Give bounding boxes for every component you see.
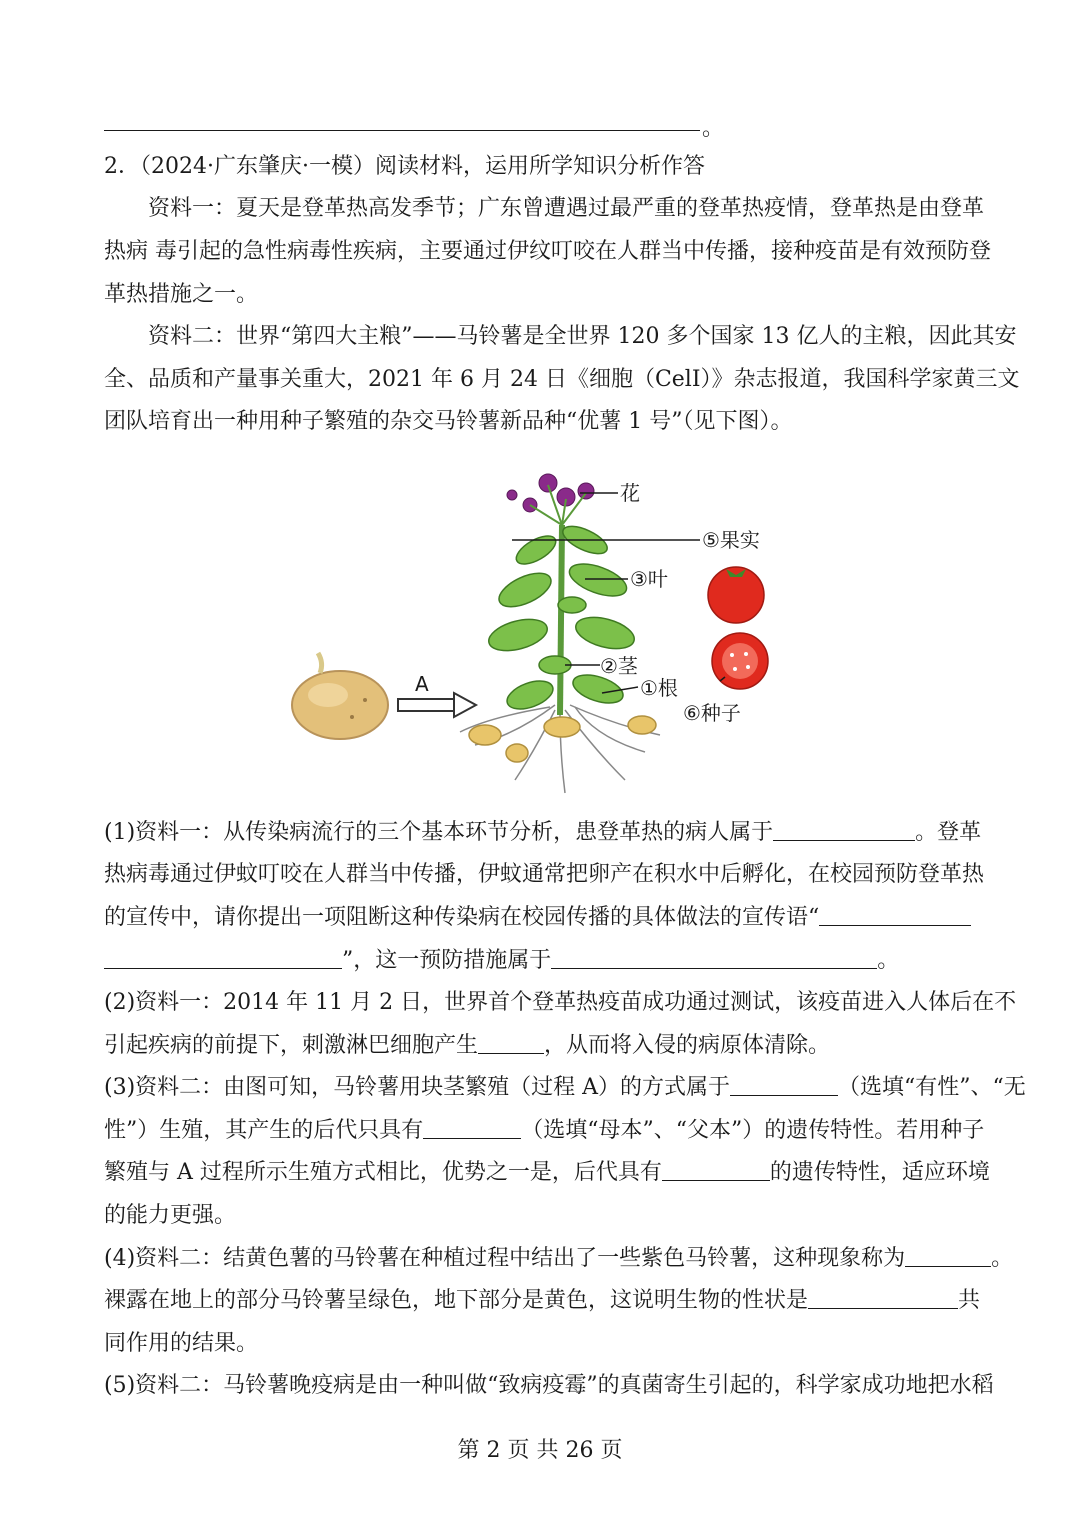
plant-stem xyxy=(560,525,562,715)
potato-plant-diagram xyxy=(280,455,800,805)
q3-line4: 的能力更强。 xyxy=(104,1203,237,1228)
material2-line2: 全、品质和产量事关重大，2021 年 6 月 24 日《细胞（CelI）》杂志报道，我国科学家黄三文 xyxy=(104,367,1020,392)
label-stem: ②茎 xyxy=(600,654,638,678)
q4-line1: (4)资料二：结黄色薯的马铃薯在种植过程中结出了一些紫色马铃薯，这种现象称为 。 xyxy=(104,1246,1014,1271)
answer-blank-previous[interactable] xyxy=(104,110,700,131)
arrow-label-a: A xyxy=(415,672,429,696)
q3-line1: (3)资料二：由图可知，马铃薯用块茎繁殖（过程 A）的方式属于 （选填“有性”、“无 xyxy=(104,1075,1026,1100)
answer-blank-q3a[interactable] xyxy=(730,1073,838,1096)
q2-line2: 引起疾病的前提下，刺激淋巴细胞产生 ，从而将入侵的病原体清除。 xyxy=(104,1033,831,1058)
label-leaf: ③叶 xyxy=(630,567,668,591)
material1-line1: 资料一：夏天是登革热高发季节；广东曾遭遇过最严重的登革热疫情，登革热是由登革 xyxy=(148,196,985,221)
answer-blank-q4a[interactable] xyxy=(905,1244,991,1267)
punctuation: 。 xyxy=(702,116,725,141)
q2-line1: (2)资料一：2014 年 11 月 2 日，世界首个登革热疫苗成功通过测试，该疫苗进入人体后在不 xyxy=(104,990,1017,1015)
q1-line4: ”，这一预防措施属于 。 xyxy=(104,946,984,976)
page-footer: 第 2 页 共 26 页 xyxy=(457,1438,623,1463)
answer-blank-q1a[interactable] xyxy=(773,818,915,841)
label-flower: 花 xyxy=(620,481,640,505)
material2-line1: 资料二：世界“第四大主粮”——马铃薯是全世界 120 多个国家 13 亿人的主粮，因此其安 xyxy=(148,324,1017,349)
label-fruit: ⑤果实 xyxy=(702,528,760,552)
q3-line2: 性”）生殖，其产生的后代只具有 （选填“母本”、“父本”）的遗传特性。若用种子 xyxy=(104,1118,985,1143)
question-title: 2．（2024·广东肇庆·一模）阅读材料，运用所学知识分析作答 xyxy=(104,154,705,179)
material2-line3: 团队培育出一种用种子繁殖的杂交马铃薯新品种“优薯 1 号”（见下图）。 xyxy=(104,409,793,434)
answer-blank-q1c[interactable] xyxy=(551,946,877,969)
q1-line3: 的宣传中，请你提出一项阻断这种传染病在校园传播的具体做法的宣传语“ xyxy=(104,903,984,933)
q1-line2: 热病毒通过伊蚊叮咬在人群当中传播，伊蚊通常把卵产在积水中后孵化，在校园预防登革热 xyxy=(104,862,985,887)
q5-line1: (5)资料二：马铃薯晚疫病是由一种叫做“致病疫霉”的真菌寄生引起的，科学家成功地把水稻 xyxy=(104,1373,994,1398)
q4-line3: 同作用的结果。 xyxy=(104,1331,259,1356)
label-root: ①根 xyxy=(640,676,678,700)
material1-line2: 热病 毒引起的急性病毒性疾病，主要通过伊纹叮咬在人群当中传播，接种疫苗是有效预防登 xyxy=(104,239,991,264)
process-arrow-a xyxy=(398,672,476,717)
potato-tuber-image xyxy=(292,653,388,739)
material1-line3: 革热措施之一。 xyxy=(104,282,259,307)
fruit-illustration xyxy=(708,567,764,623)
label-seed: ⑥种子 xyxy=(683,701,741,725)
answer-blank-q2[interactable] xyxy=(478,1031,544,1054)
answer-blank-q4b[interactable] xyxy=(808,1286,958,1309)
q3-line3: 繁殖与 A 过程所示生殖方式相比，优势之一是，后代具有 的遗传特性，适应环境 xyxy=(104,1160,990,1185)
q1-line1: (1)资料一：从传染病流行的三个基本环节分析，患登革热的病人属于 。登革 xyxy=(104,820,982,845)
answer-blank-q1b[interactable] xyxy=(819,903,971,926)
answer-blank-q3c[interactable] xyxy=(662,1158,770,1181)
underground-tubers xyxy=(469,716,656,762)
q4-line2: 裸露在地上的部分马铃薯呈绿色，地下部分是黄色，这说明生物的性状是 共 xyxy=(104,1288,981,1313)
answer-blank-q3b[interactable] xyxy=(423,1116,521,1139)
answer-blank-q1b-cont[interactable] xyxy=(104,946,342,969)
